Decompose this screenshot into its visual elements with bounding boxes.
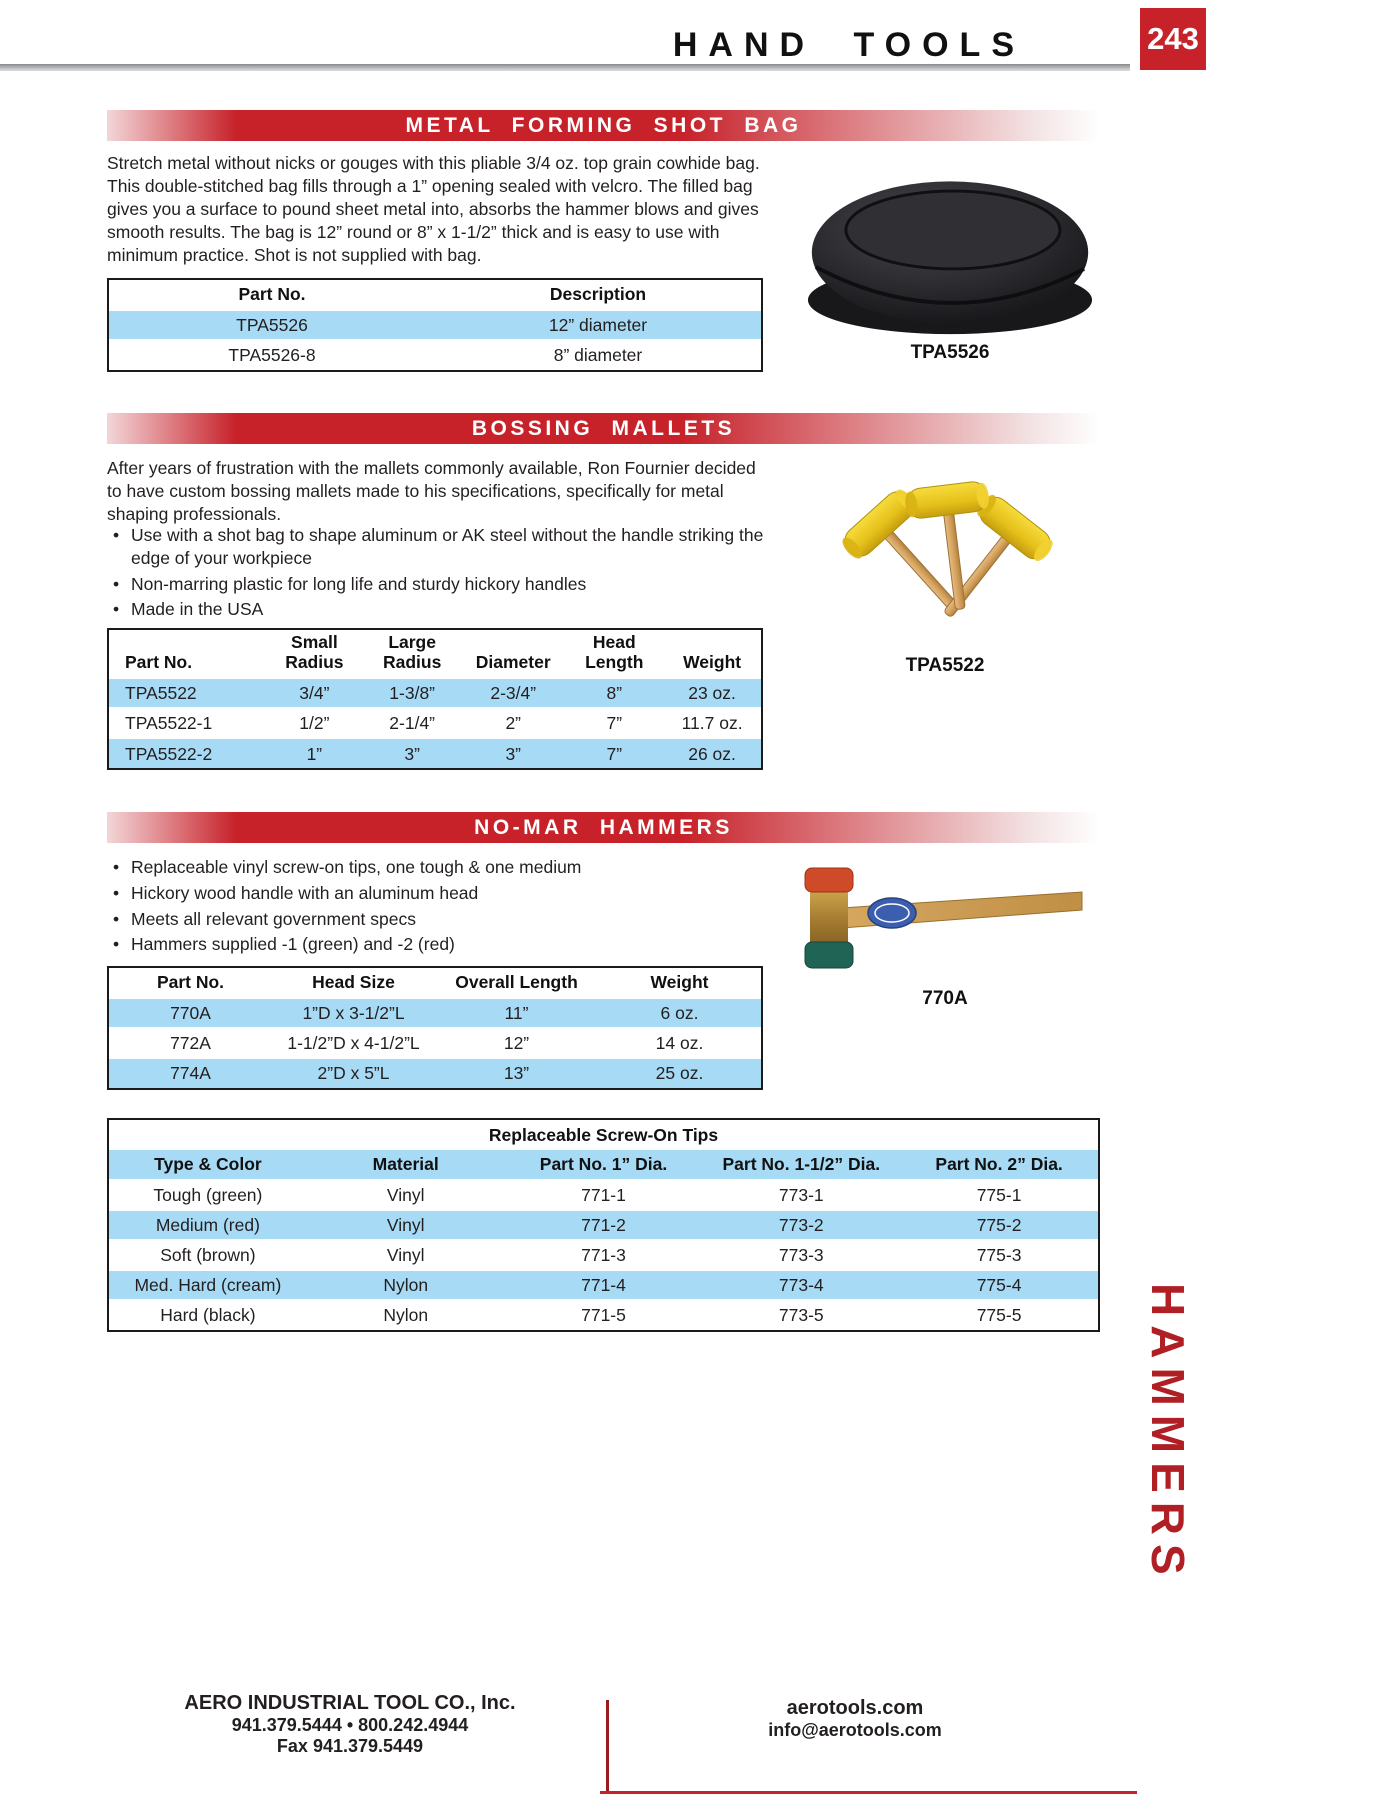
bossing-mallets-bullets (107, 524, 775, 624)
table-cell: 1-3/8” (363, 678, 461, 708)
table-cell: 771-2 (505, 1210, 703, 1240)
no-mar-table (107, 966, 763, 1090)
bullet-item: • Use with a shot bag to shape aluminum or AK steel without the handle striking the edge of your workpiece (107, 524, 775, 570)
table-cell: TPA5526-8 (228, 345, 316, 366)
column-header: Overall Length (435, 968, 598, 998)
table-cell: Hard (black) (160, 1305, 256, 1326)
table-row (109, 678, 761, 708)
table-cell: Nylon (383, 1305, 429, 1326)
table-cell: TPA5526 (109, 310, 435, 340)
column-header: Part No. 2” Dia. (900, 1150, 1098, 1180)
table-cell: 775-3 (900, 1240, 1098, 1270)
table-cell: 11.7 oz. (663, 708, 761, 738)
footer-divider (606, 1700, 609, 1792)
table-row (109, 340, 761, 370)
section-description: After years of frustration with the mallets commonly available, Ron Fournier decided to have custom bossing mallets made to his specifications, specifically for metal shaping professionals. (107, 458, 756, 525)
column-header: Small Radius (265, 630, 363, 678)
header-divider (0, 64, 1130, 71)
section-title: METAL FORMING SHOT BAG (405, 113, 802, 137)
bullet-item: • Hickory wood handle with an aluminum head (107, 882, 775, 905)
table-cell: 770A (109, 998, 272, 1028)
table-cell: 771-5 (581, 1305, 626, 1326)
table-cell: TPA5522-1 (109, 708, 265, 738)
bullet-item: • Meets all relevant government specs (107, 908, 775, 931)
table-cell: 774A (170, 1063, 211, 1084)
table-row (109, 1300, 1098, 1330)
table-cell: 771-3 (505, 1240, 703, 1270)
table-cell: 14 oz. (598, 1028, 761, 1058)
footer-phone-numbers: 941.379.5444 • 800.242.4944 (231, 1715, 469, 1735)
column-header: Diameter (461, 630, 565, 678)
column-header: Part No. 1” Dia. (505, 1150, 703, 1180)
footer-contact-block (690, 1697, 1020, 1741)
bossing-mallets-table (107, 628, 763, 770)
column-header: Part No. 1-1/2” Dia. (702, 1150, 900, 1180)
column-header: Material (307, 1150, 505, 1180)
table-cell: 773-2 (702, 1210, 900, 1240)
table-cell: 3” (505, 743, 521, 764)
section-description: Stretch metal without nicks or gouges with this pliable 3/4 oz. top grain cowhide bag. This double-stitched bag fills through a 1” opening sealed with velcro. The filled bag gives you a surface to pound sheet metal into, absorbs the hammer blows and gives smooth results. The bag is 12” round or 8” x 1-1/2” thick and is easy to use with minimum practice. Shot is not supplied with bag. (107, 153, 760, 266)
table-cell: 7” (606, 743, 623, 764)
table-header-row (109, 280, 761, 310)
table-cell: 12” diameter (435, 310, 761, 340)
table-cell: 13” (503, 1063, 530, 1084)
bullet-item: • Non-marring plastic for long life and sturdy hickory handles (107, 573, 775, 596)
table-row (109, 1180, 1098, 1210)
table-cell: 2-1/4” (363, 708, 461, 738)
table-cell: 773-1 (702, 1180, 900, 1210)
table-cell: 8” (565, 678, 663, 708)
table-cell: 773-3 (702, 1240, 900, 1270)
bossing-mallets-image (825, 458, 1075, 648)
table-cell: Medium (red) (109, 1210, 307, 1240)
screw-on-tips-table (107, 1118, 1100, 1332)
column-header: Weight (663, 630, 761, 678)
table-cell: 1”D x 3-1/2”L (272, 998, 435, 1028)
shot-bag-table (107, 278, 763, 372)
table-cell: 773-5 (778, 1305, 824, 1326)
table-cell: 26 oz. (688, 743, 736, 764)
table-row (109, 998, 761, 1028)
table-cell: 2”D x 5”L (317, 1063, 390, 1084)
table-title: Replaceable Screw-On Tips (488, 1125, 719, 1145)
sidebar-category-label: HAMMERS (1142, 1283, 1194, 1584)
page-number: 243 (1140, 8, 1206, 70)
table-cell: 771-1 (505, 1180, 703, 1210)
bullet-item: • Made in the USA (107, 598, 775, 621)
table-cell: TPA5522-2 (125, 743, 213, 764)
table-row (109, 1210, 1098, 1240)
column-header: Type & Color (109, 1150, 307, 1180)
bullet-item: • Replaceable vinyl screw-on tips, one tough & one medium (107, 856, 775, 879)
table-cell: 1” (306, 743, 323, 764)
table-cell: 3” (404, 743, 420, 764)
table-row (109, 738, 761, 768)
table-cell: 775-2 (900, 1210, 1098, 1240)
table-cell: Vinyl (307, 1180, 505, 1210)
footer-email: info@aerotools.com (768, 1720, 942, 1740)
section-title: BOSSING MALLETS (471, 416, 736, 440)
table-cell: Med. Hard (cream) (109, 1270, 307, 1300)
no-mar-bullets (107, 856, 775, 959)
table-cell: 7” (565, 708, 663, 738)
table-cell: Tough (green) (109, 1180, 307, 1210)
footer-fax-number: Fax 941.379.5449 (276, 1736, 424, 1756)
section-banner-bossing-mallets (107, 413, 1100, 444)
table-cell: 1-1/2”D x 4-1/2”L (272, 1028, 435, 1058)
table-cell: 1/2” (265, 708, 363, 738)
footer-company-block (150, 1692, 550, 1757)
table-row (109, 1270, 1098, 1300)
table-row (109, 310, 761, 340)
column-header: Description (435, 280, 761, 310)
column-header: Part No. (109, 968, 272, 998)
table-header-row (109, 630, 761, 678)
table-cell: Nylon (307, 1270, 505, 1300)
column-header: Part No. (109, 280, 435, 310)
table-cell: 772A (109, 1028, 272, 1058)
table-row (109, 708, 761, 738)
column-header: Part No. (109, 630, 265, 678)
table-header-row (109, 1150, 1098, 1180)
bullet-item: • Hammers supplied -1 (green) and -2 (red) (107, 933, 775, 956)
column-header: Weight (598, 968, 761, 998)
table-header-row (109, 968, 761, 998)
table-cell: 6 oz. (598, 998, 761, 1028)
no-mar-hammer-image (790, 866, 1090, 974)
table-cell: 23 oz. (663, 678, 761, 708)
footer-company-name: AERO INDUSTRIAL TOOL CO., Inc. (184, 1692, 516, 1714)
table-row (109, 1240, 1098, 1270)
table-cell: Soft (brown) (109, 1240, 307, 1270)
column-header: Head Length (565, 630, 663, 678)
table-cell: TPA5522 (109, 678, 265, 708)
column-header: Head Size (272, 968, 435, 998)
table-cell: Vinyl (307, 1240, 505, 1270)
table-cell: 8” diameter (553, 345, 643, 366)
shot-bag-part-caption: TPA5526 (910, 342, 990, 363)
table-row (109, 1058, 761, 1088)
table-cell: 11” (435, 998, 598, 1028)
table-cell: 2-3/4” (461, 678, 565, 708)
footer-website: aerotools.com (786, 1697, 924, 1719)
section-banner-no-mar-hammers (107, 812, 1100, 843)
table-cell: 12” (435, 1028, 598, 1058)
table-row (109, 1028, 761, 1058)
table-cell: 25 oz. (655, 1063, 704, 1084)
page-title: HAND TOOLS (672, 26, 1025, 64)
table-cell: 773-4 (702, 1270, 900, 1300)
table-cell: 3/4” (265, 678, 363, 708)
table-cell: 2” (461, 708, 565, 738)
bossing-mallets-part-caption: TPA5522 (905, 655, 985, 676)
table-cell: 771-4 (505, 1270, 703, 1300)
section-title: NO-MAR HAMMERS (474, 815, 733, 839)
table-cell: Vinyl (307, 1210, 505, 1240)
table-cell: 775-5 (976, 1305, 1022, 1326)
table-cell: 775-1 (900, 1180, 1098, 1210)
table-cell: 775-4 (900, 1270, 1098, 1300)
column-header: Large Radius (363, 630, 461, 678)
shot-bag-image (800, 158, 1100, 338)
no-mar-hammer-part-caption: 770A (922, 988, 968, 1009)
section-banner-shot-bag (107, 110, 1100, 141)
footer-bottom-rule (600, 1791, 1137, 1794)
